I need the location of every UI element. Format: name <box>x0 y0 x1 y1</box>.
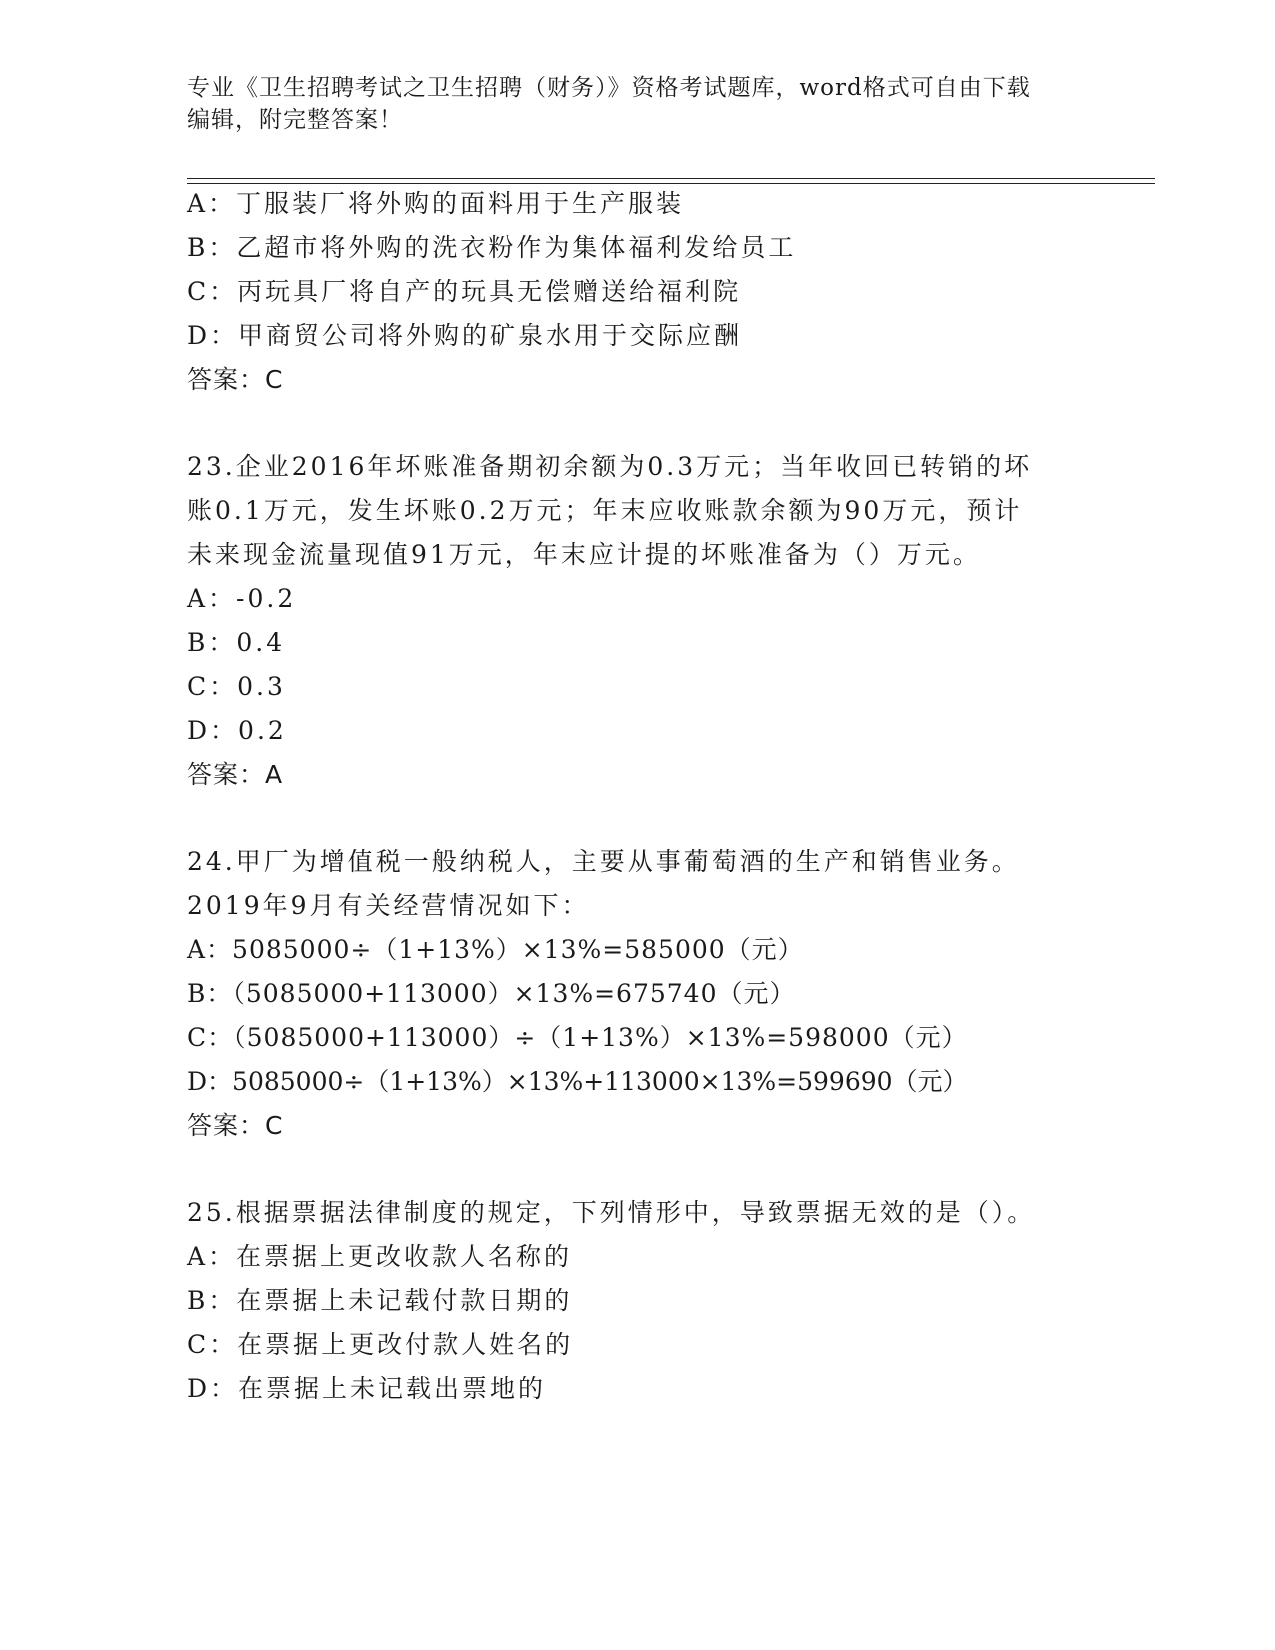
q24-stem-line-1: 24.甲厂为增值税一般纳税人，主要从事葡萄酒的生产和销售业务。 <box>187 847 1020 876</box>
q25-option-a: A：在票据上更改收款人名称的 <box>187 1242 573 1271</box>
q24-option-a: A：5085000÷（1+13%）×13%=585000（元） <box>187 935 804 964</box>
header-divider-top <box>187 178 1155 179</box>
q22-answer: 答案：C <box>187 365 284 394</box>
q25-option-c: C：在票据上更改付款人姓名的 <box>187 1330 574 1359</box>
q23-stem-line-1: 23.企业2016年坏账准备期初余额为0.3万元；当年收回已转销的坏 <box>187 452 1033 481</box>
q22-option-a: A：丁服装厂将外购的面料用于生产服装 <box>187 189 685 218</box>
header-divider-bottom <box>187 183 1155 184</box>
q23-stem-line-3: 未来现金流量现值91万元，年末应计提的坏账准备为（）万元。 <box>187 540 981 569</box>
q25-option-d: D：在票据上未记载出票地的 <box>187 1374 547 1403</box>
q22-option-c: C：丙玩具厂将自产的玩具无偿赠送给福利院 <box>187 277 742 306</box>
q24-answer: 答案：C <box>187 1111 284 1140</box>
q23-stem-line-2: 账0.1万元，发生坏账0.2万元；年末应收账款余额为90万元，预计 <box>187 496 1023 525</box>
q24-option-d: D：5085000÷（1+13%）×13%+113000×13%=599690（元） <box>187 1067 968 1096</box>
q23-answer: 答案：A <box>187 760 284 789</box>
header-line-1: 专业《卫生招聘考试之卫生招聘（财务）》资格考试题库，word格式可自由下载 <box>187 75 1031 101</box>
q24-stem-line-2: 2019年9月有关经营情况如下： <box>187 891 590 920</box>
header-line-2: 编辑，附完整答案！ <box>187 107 403 133</box>
q24-option-b: B：（5085000+113000）×13%=675740（元） <box>187 979 796 1008</box>
q25-stem-line-1: 25.根据票据法律制度的规定，下列情形中，导致票据无效的是（）。 <box>187 1198 1036 1227</box>
q22-option-b: B：乙超市将外购的洗衣粉作为集体福利发给员工 <box>187 233 797 262</box>
document-header <box>187 72 1087 136</box>
q22-option-d: D：甲商贸公司将外购的矿泉水用于交际应酬 <box>187 321 743 350</box>
q23-option-a: A：-0.2 <box>187 584 297 613</box>
q24-option-c: C：（5085000+113000）÷（1+13%）×13%=598000（元） <box>187 1023 968 1052</box>
q23-option-c: C：0.3 <box>187 672 286 701</box>
q25-option-b: B：在票据上未记载付款日期的 <box>187 1286 573 1315</box>
q23-option-b: B：0.4 <box>187 628 286 657</box>
q23-option-d: D：0.2 <box>187 716 287 745</box>
